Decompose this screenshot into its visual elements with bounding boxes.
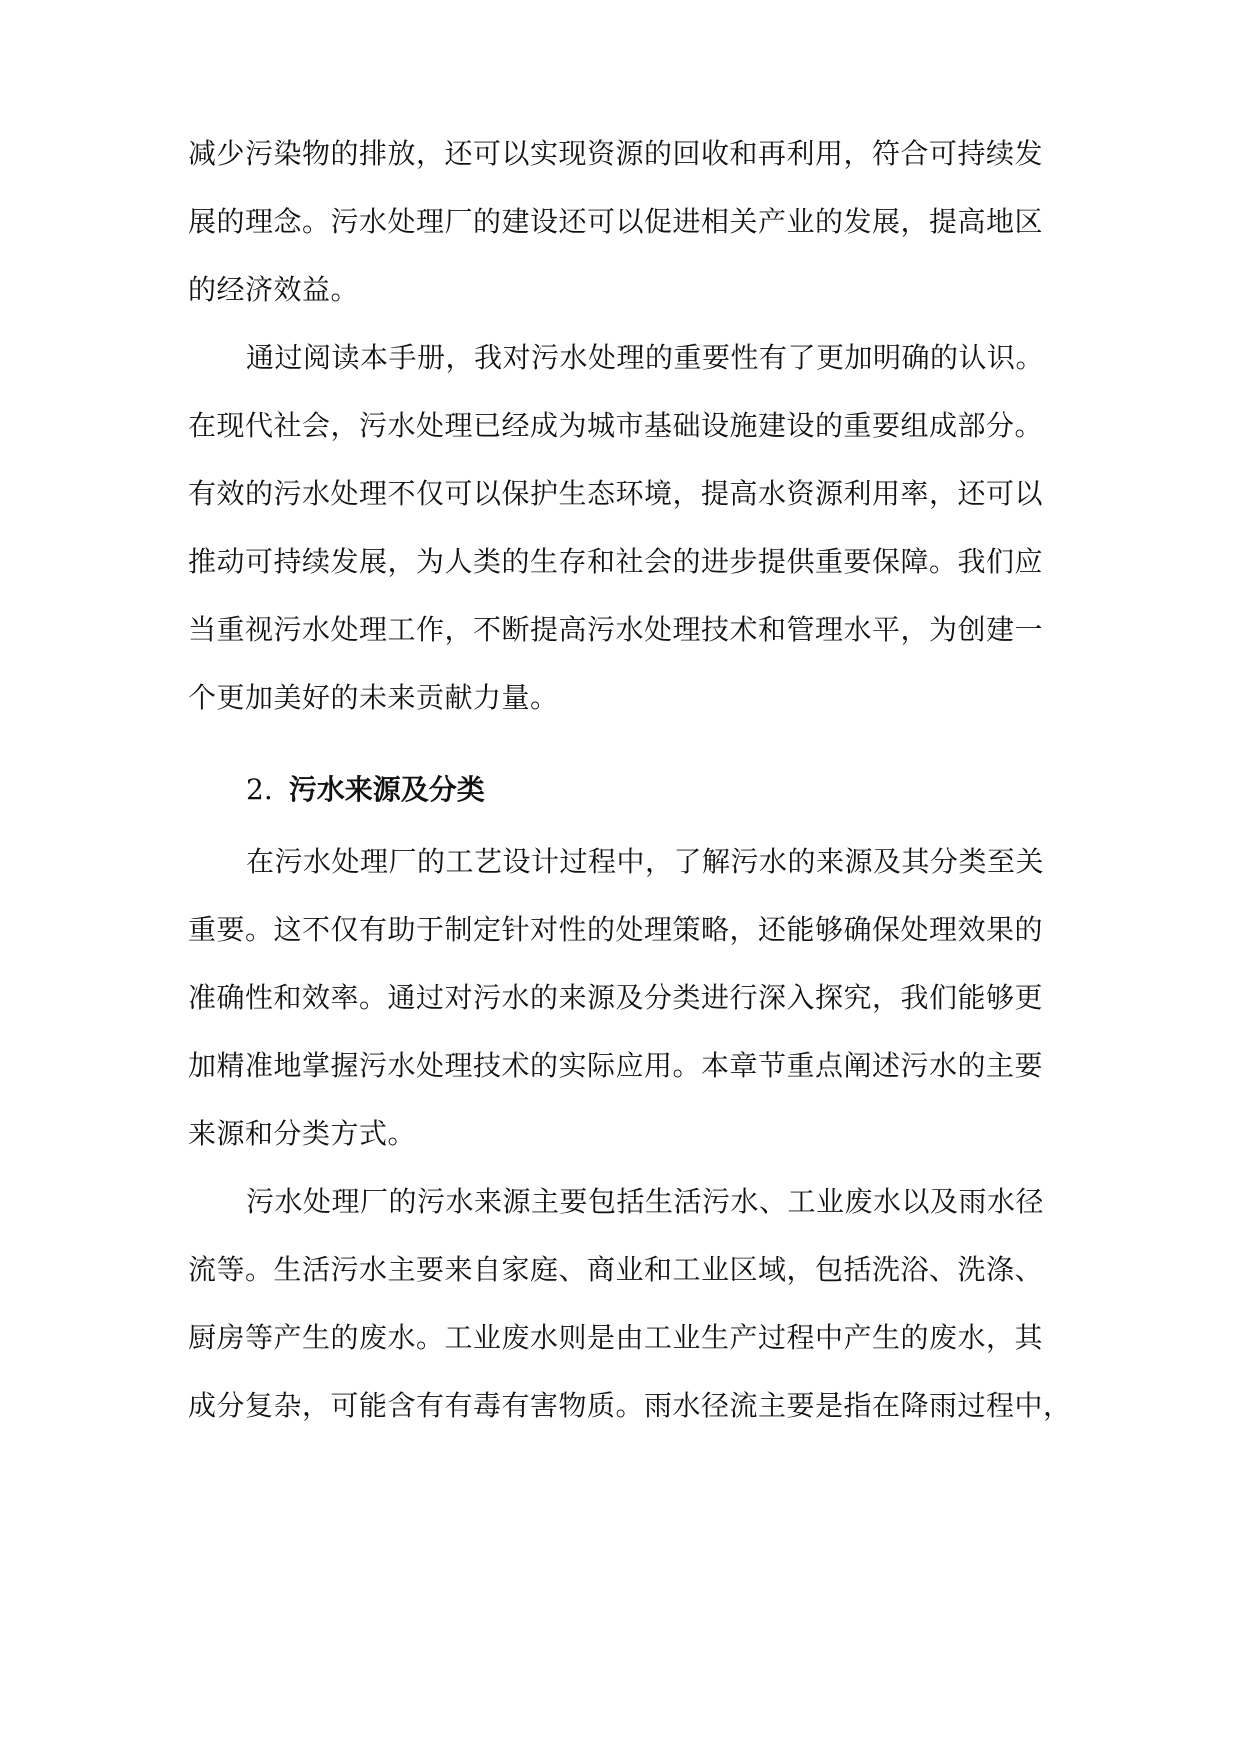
text-line: 加精准地掌握污水处理技术的实际应用。本章节重点阐述污水的主要	[188, 1049, 1044, 1082]
text-line: 来源和分类方式。	[188, 1117, 417, 1150]
text-line: 成分复杂，可能含有有毒有害物质。雨水径流主要是指在降雨过程中，	[188, 1389, 1072, 1422]
text-line: 有效的污水处理不仅可以保护生态环境，提高水资源利用率，还可以	[188, 477, 1044, 510]
section-title: 污水来源及分类	[288, 773, 485, 806]
text-line: 的经济效益。	[188, 273, 360, 306]
text-line: 污水处理厂的污水来源主要包括生活污水、工业废水以及雨水径	[246, 1185, 1045, 1218]
text-line: 展的理念。污水处理厂的建设还可以促进相关产业的发展，提高地区	[188, 205, 1044, 238]
text-line: 在污水处理厂的工艺设计过程中，了解污水的来源及其分类至关	[246, 845, 1045, 878]
text-line: 减少污染物的排放，还可以实现资源的回收和再利用，符合可持续发	[188, 137, 1044, 170]
text-line: 重要。这不仅有助于制定针对性的处理策略，还能够确保处理效果的	[188, 913, 1044, 946]
text-line: 个更加美好的未来贡献力量。	[188, 681, 559, 714]
section-heading	[246, 770, 485, 810]
text-line: 通过阅读本手册，我对污水处理的重要性有了更加明确的认识。	[246, 341, 1045, 374]
text-line: 当重视污水处理工作，不断提高污水处理技术和管理水平，为创建一	[188, 613, 1044, 646]
section-number: 2.	[246, 773, 273, 806]
text-line: 推动可持续发展，为人类的生存和社会的进步提供重要保障。我们应	[188, 545, 1044, 578]
text-line: 在现代社会，污水处理已经成为城市基础设施建设的重要组成部分。	[188, 409, 1044, 442]
text-line: 流等。生活污水主要来自家庭、商业和工业区域，包括洗浴、洗涤、	[188, 1253, 1044, 1286]
text-line: 厨房等产生的废水。工业废水则是由工业生产过程中产生的废水，其	[188, 1321, 1044, 1354]
text-line: 准确性和效率。通过对污水的来源及分类进行深入探究，我们能够更	[188, 981, 1044, 1014]
